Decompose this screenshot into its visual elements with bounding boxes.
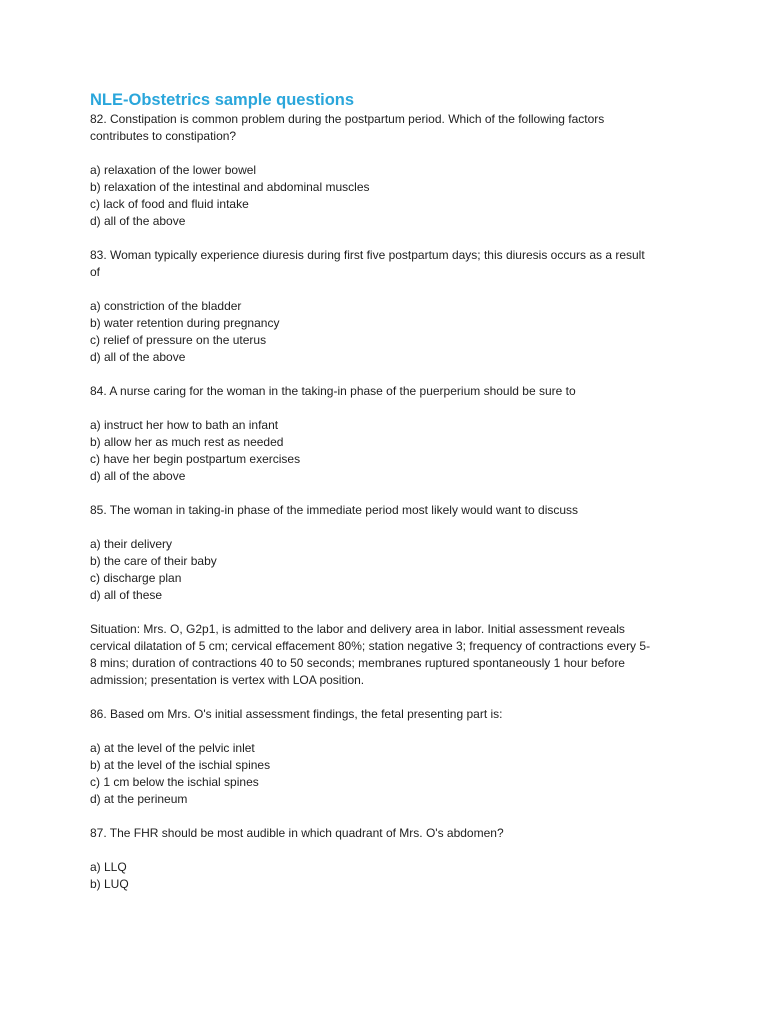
- question-84-option-b: b) allow her as much rest as needed: [90, 435, 284, 449]
- question-86-text-line-1: 86. Based om Mrs. O's initial assessment findings, the fetal presenting part is:: [90, 707, 503, 721]
- question-85-option-d: d) all of these: [90, 588, 163, 602]
- question-82-text-line-1: 82. Constipation is common problem during the postpartum period. Which of the following factors: [90, 112, 605, 126]
- question-86: [90, 706, 670, 808]
- question-83-text-line-2: of: [90, 265, 101, 279]
- question-86-option-c: c) 1 cm below the ischial spines: [90, 775, 259, 789]
- situation-line-3: 8 mins; duration of contractions 40 to 50 seconds; membranes ruptured spontaneously 1 hour before: [90, 656, 625, 670]
- question-83-option-a: a) constriction of the bladder: [90, 299, 242, 313]
- question-84-text-line-1: 84. A nurse caring for the woman in the taking-in phase of the puerperium should be sure to: [90, 384, 576, 398]
- question-83-text-line-1: 83. Woman typically experience diuresis during first five postpartum days; this diuresis occurs as a result: [90, 248, 645, 262]
- question-85: [90, 502, 670, 604]
- question-82-text-line-2: contributes to constipation?: [90, 129, 237, 143]
- document-page: [90, 89, 670, 893]
- question-87-option-b: b) LUQ: [90, 877, 129, 891]
- question-82-option-d: d) all of the above: [90, 214, 186, 228]
- situation-line-2: cervical dilatation of 5 cm; cervical effacement 80%; station negative 3; frequency of contractions every 5-: [90, 639, 651, 653]
- question-87-text-line-1: 87. The FHR should be most audible in which quadrant of Mrs. O's abdomen?: [90, 826, 504, 840]
- question-87-option-a: a) LLQ: [90, 860, 127, 874]
- question-86-option-a: a) at the level of the pelvic inlet: [90, 741, 255, 755]
- document-title: NLE-Obstetrics sample questions: [90, 91, 355, 109]
- question-82-option-b: b) relaxation of the intestinal and abdominal muscles: [90, 180, 370, 194]
- question-82-option-a: a) relaxation of the lower bowel: [90, 163, 257, 177]
- question-83: [90, 247, 670, 366]
- question-85-option-b: b) the care of their baby: [90, 554, 217, 568]
- question-84: [90, 383, 670, 485]
- question-84-option-a: a) instruct her how to bath an infant: [90, 418, 279, 432]
- question-83-option-d: d) all of the above: [90, 350, 186, 364]
- question-85-text-line-1: 85. The woman in taking-in phase of the immediate period most likely would want to discuss: [90, 503, 579, 517]
- question-82: [90, 111, 670, 230]
- question-82-option-c: c) lack of food and fluid intake: [90, 197, 249, 211]
- question-87: [90, 825, 670, 893]
- question-84-option-c: c) have her begin postpartum exercises: [90, 452, 301, 466]
- situation-paragraph: [90, 621, 670, 689]
- question-84-option-d: d) all of the above: [90, 469, 186, 483]
- question-83-option-b: b) water retention during pregnancy: [90, 316, 280, 330]
- situation-line-4: admission; presentation is vertex with LOA position.: [90, 673, 365, 687]
- question-83-option-c: c) relief of pressure on the uterus: [90, 333, 267, 347]
- question-85-option-c: c) discharge plan: [90, 571, 182, 585]
- situation-line-1: Situation: Mrs. O, G2p1, is admitted to the labor and delivery area in labor. Initial assessment reveals: [90, 622, 625, 636]
- question-85-option-a: a) their delivery: [90, 537, 173, 551]
- question-86-option-d: d) at the perineum: [90, 792, 188, 806]
- question-86-option-b: b) at the level of the ischial spines: [90, 758, 271, 772]
